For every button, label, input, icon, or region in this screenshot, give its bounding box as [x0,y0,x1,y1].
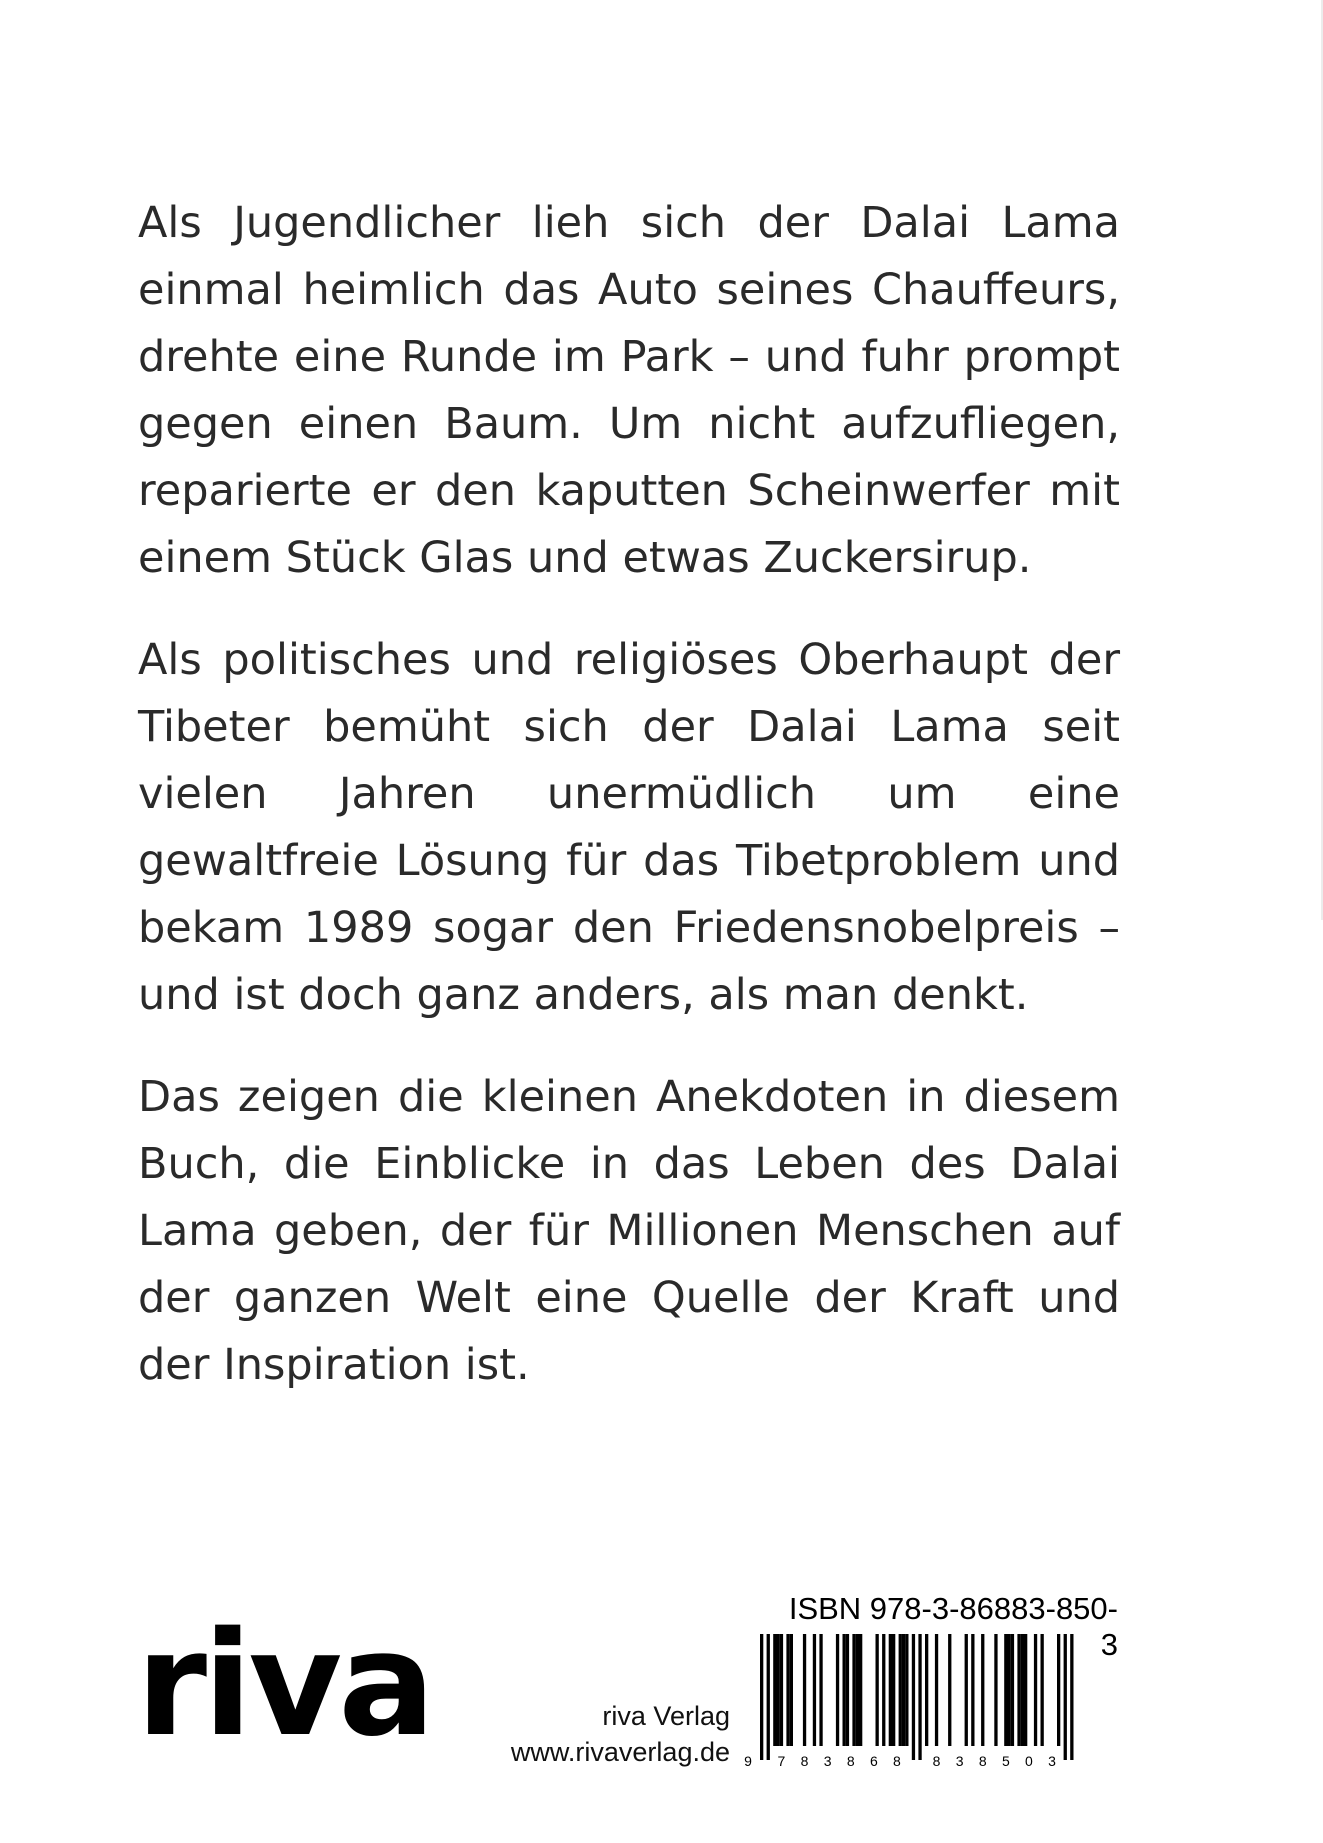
blurb-paragraph-2: Als politisches und religiöses Oberhaupt der Tibeter bemüht sich der Dalai Lama seit vielen Jahren unermüdlich um eine gewaltfreie Lösung für das Tibetproblem und bekam 1989 sogar den Friedensnobelpreis – und ist doch ganz anders, als man denkt. [138,635,1120,1020]
barcode-digit: 3 [823,1753,832,1769]
barcode-bar [1041,1634,1044,1746]
barcode-bar [819,1634,822,1746]
barcode-bar [1021,1634,1024,1746]
barcode-bar [859,1634,862,1746]
barcode-bar [1057,1634,1060,1746]
barcode-bar [899,1634,902,1746]
barcode-digit: 8 [800,1753,809,1769]
barcode-bar [773,1634,776,1746]
barcode-bar [1008,1634,1011,1746]
barcode-bar [852,1634,855,1746]
barcode-bar [971,1634,974,1746]
barcode-bar [813,1634,816,1746]
barcode-bar [790,1634,793,1746]
barcode-bar [786,1634,789,1746]
barcode-bar [1024,1634,1027,1746]
barcode-digit: 8 [893,1753,901,1769]
publisher-info [470,1698,730,1770]
barcode-bars [760,1634,1074,1760]
riva-logo: riva [136,1600,432,1768]
barcode-digit: 8 [932,1753,941,1769]
barcode-digit: 7 [777,1753,786,1769]
barcode-bar [1017,1634,1020,1746]
barcode-digit: 5 [1001,1753,1010,1769]
barcode-bar [856,1634,859,1746]
barcode-bar [889,1634,892,1746]
barcode-bar [760,1634,763,1760]
isbn-label: ISBN 978-3-86883-850-3 [788,1591,1118,1662]
barcode-bar [918,1634,921,1760]
isbn-barcode [738,1634,1120,1770]
barcode-digit: 9 [744,1753,752,1769]
barcode-bar [905,1634,908,1746]
barcode-bar [1011,1634,1014,1746]
barcode-bar [843,1634,846,1746]
barcode-digit: 0 [1025,1753,1033,1769]
barcode-digit: 3 [955,1753,964,1769]
barcode-bar [846,1634,849,1746]
barcode-bar [892,1634,895,1746]
barcode-bar [912,1634,915,1760]
blurb-text [138,190,1120,1399]
barcode-digit: 3 [1048,1753,1056,1769]
barcode-bar [1064,1634,1067,1760]
barcode-bar [981,1634,984,1746]
publisher-name: riva Verlag [602,1701,730,1731]
barcode-digit: 8 [846,1753,855,1769]
barcode-bar [935,1634,938,1746]
barcode-bar [803,1634,806,1746]
barcode-bar [965,1634,968,1746]
barcode-digits [744,1753,1056,1769]
barcode-bar [1004,1634,1007,1746]
barcode-bar [836,1634,839,1746]
barcode-bar [780,1634,783,1746]
barcode-bar [882,1634,885,1746]
barcode-bar [994,1634,997,1746]
barcode-bar [1034,1634,1037,1746]
blurb-paragraph-1: Als Jugendlicher lieh sich der Dalai Lama einmal heimlich das Auto seines Chauffeurs, drehte eine Runde im Park – und fuhr prompt gegen einen Baum. Um nicht aufzufliegen, reparierte er den kaputten Scheinwerfer mit einem Stück Glas und etwas Zuckersirup. [138,198,1120,583]
barcode-bar [902,1634,905,1746]
blurb-paragraph-3: Das zeigen die kleinen Anekdoten in diesem Buch, die Einblicke in das Leben des Dalai Lama geben, der für Millionen Menschen auf der ganzen Welt eine Quelle der Kraft und der Inspiration ist. [138,1072,1120,1390]
barcode-digit: 6 [869,1753,878,1769]
barcode-bar [1070,1634,1073,1760]
barcode-digit: 8 [978,1753,987,1769]
barcode-bar [925,1634,928,1746]
barcode-bar [777,1634,780,1746]
publisher-website: www.rivaverlag.de [510,1737,730,1767]
barcode-bar [876,1634,879,1746]
barcode-bar [767,1634,770,1760]
barcode-bar [948,1634,951,1746]
